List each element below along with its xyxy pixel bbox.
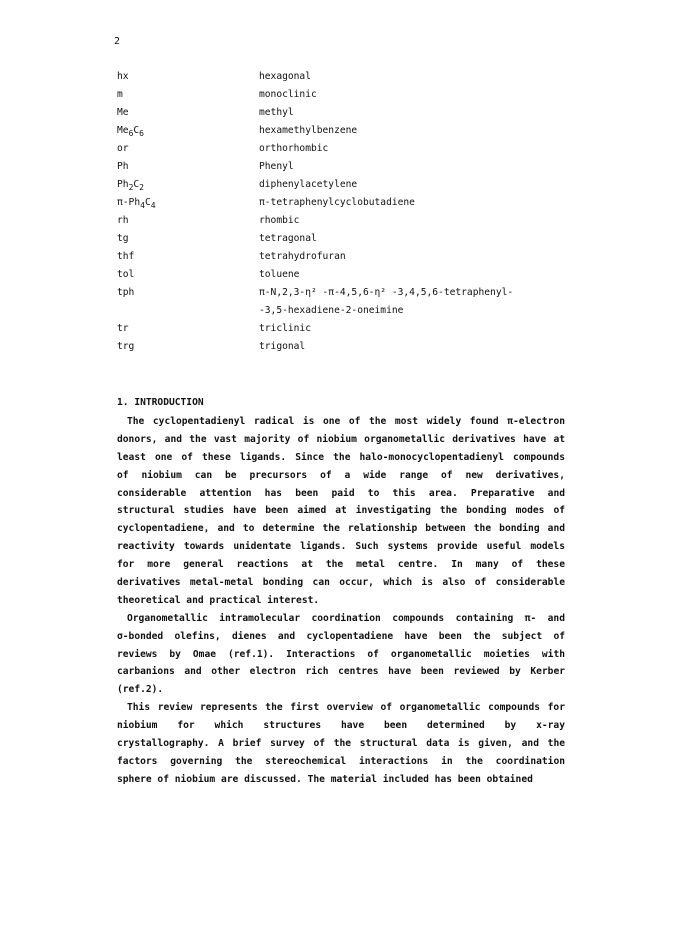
paragraph-line: of niobium can be precursors of a wide range of new derivatives,	[117, 469, 565, 481]
paragraph-line: considerable attention has been paid to this area. Preparative and	[117, 487, 565, 499]
abbreviation-term: tg	[117, 233, 129, 244]
abbreviation-definition: toluene	[259, 269, 300, 280]
abbreviation-definition: rhombic	[259, 215, 300, 226]
abbreviation-row	[117, 284, 557, 302]
abbreviation-row	[117, 158, 557, 176]
paragraph-line: (ref.2).	[117, 684, 164, 696]
paragraph-line: niobium for which structures have been determined by x-ray	[117, 720, 565, 732]
paragraph-line: This review represents the first overview of organometallic compounds for	[127, 702, 565, 714]
abbreviation-term: $\pi-Ph_4C_4$	[117, 197, 156, 210]
abbreviation-term: Ph	[117, 161, 129, 172]
introduction-section	[117, 394, 565, 789]
paragraph-line: least one of these ligands. Since the halo-monocyclopentadienyl compounds	[117, 451, 565, 463]
paragraph	[117, 413, 565, 610]
abbreviation-row	[117, 194, 557, 212]
paragraph-line: donors, and the vast majority of niobium organometallic derivatives have at	[117, 433, 565, 445]
abbreviation-definition: tetrahydrofuran	[259, 251, 346, 262]
abbreviation-row	[117, 248, 557, 266]
paragraph-line: crystallography. A brief survey of the structural data is given, and the	[117, 738, 565, 750]
abbreviation-term: tr	[117, 323, 129, 334]
paragraph-line: theoretical and practical interest.	[117, 594, 320, 606]
abbreviation-definition: orthorhombic	[259, 143, 329, 154]
abbreviation-term: tph	[117, 287, 135, 298]
paragraph-line: The cyclopentadienyl radical is one of the most widely found π-electron	[127, 416, 565, 427]
abbreviation-definition: tetragonal	[259, 233, 317, 244]
paragraph-line: reviews by Omae (ref.1). Interactions of organometallic moieties with	[117, 648, 565, 660]
abbreviation-list	[117, 68, 557, 356]
page-number: 2	[114, 36, 121, 47]
paragraph	[117, 699, 565, 788]
abbreviation-definition: Phenyl	[259, 161, 294, 172]
abbreviation-row	[117, 176, 557, 194]
abbreviation-definition: diphenylacetylene	[259, 179, 358, 190]
paragraph-line: sphere of niobium are discussed. The material included has been obtained	[117, 773, 533, 785]
abbreviation-definition: π-N,2,3-η² -π-4,5,6-η² -3,4,5,6-tetraphenyl-	[259, 287, 514, 298]
paragraph-line: derivatives metal-metal bonding can occur, which is also of considerable	[117, 577, 565, 589]
abbreviation-term: trg	[117, 341, 135, 352]
abbreviation-term: rh	[117, 215, 129, 226]
paragraph-line: structural studies have been aimed at investigating the bonding modes of	[117, 505, 565, 517]
abbreviation-term: Me	[117, 107, 129, 118]
abbreviation-row	[117, 212, 557, 230]
paragraph-line: carbanions and other electron rich centres have been reviewed by Kerber	[117, 666, 565, 678]
abbreviation-row	[117, 86, 557, 104]
paragraph-line: cyclopentadiene, and to determine the relationship between the bonding and	[117, 523, 565, 535]
section-heading: 1. INTRODUCTION	[117, 397, 204, 408]
abbreviation-row	[117, 230, 557, 248]
abbreviation-definition: π-tetraphenylcyclobutadiene	[259, 197, 415, 208]
abbreviation-row	[117, 266, 557, 284]
paragraph-line: factors governing the stereochemical interactions in the coordination	[117, 755, 565, 767]
abbreviation-definition: hexamethylbenzene	[259, 125, 358, 136]
abbreviation-definition: hexagonal	[259, 71, 311, 82]
abbreviation-row	[117, 320, 557, 338]
abbreviation-definition-continuation: -3,5-hexadiene-2-oneimine	[259, 305, 404, 316]
abbreviation-term: thf	[117, 251, 135, 262]
abbreviation-row	[117, 140, 557, 158]
abbreviation-term: or	[117, 143, 129, 154]
paragraph	[117, 610, 565, 699]
abbreviation-term: $Ph_2C_2$	[117, 179, 144, 192]
abbreviation-term: hx	[117, 71, 129, 82]
abbreviation-row	[117, 122, 557, 140]
abbreviation-term: $Me_6C_6$	[117, 125, 144, 138]
paragraph-line: σ-bonded olefins, dienes and cyclopentadiene have been the subject of	[117, 630, 565, 642]
abbreviation-row	[117, 338, 557, 356]
abbreviation-definition: triclinic	[259, 323, 311, 334]
paragraph-line: Organometallic intramolecular coordination compounds containing π- and	[127, 612, 565, 624]
paragraph-line: for more general reactions at the metal centre. In many of these	[117, 559, 565, 571]
abbreviation-term: tol	[117, 269, 135, 280]
abbreviation-row-continuation	[117, 302, 557, 320]
abbreviation-row	[117, 68, 557, 86]
abbreviation-definition: trigonal	[259, 341, 306, 352]
abbreviation-term: m	[117, 89, 123, 100]
paragraph-line: reactivity towards unidentate ligands. Such systems provide useful models	[117, 541, 565, 553]
abbreviation-definition: methyl	[259, 107, 294, 118]
abbreviation-definition: monoclinic	[259, 89, 317, 100]
abbreviation-row	[117, 104, 557, 122]
